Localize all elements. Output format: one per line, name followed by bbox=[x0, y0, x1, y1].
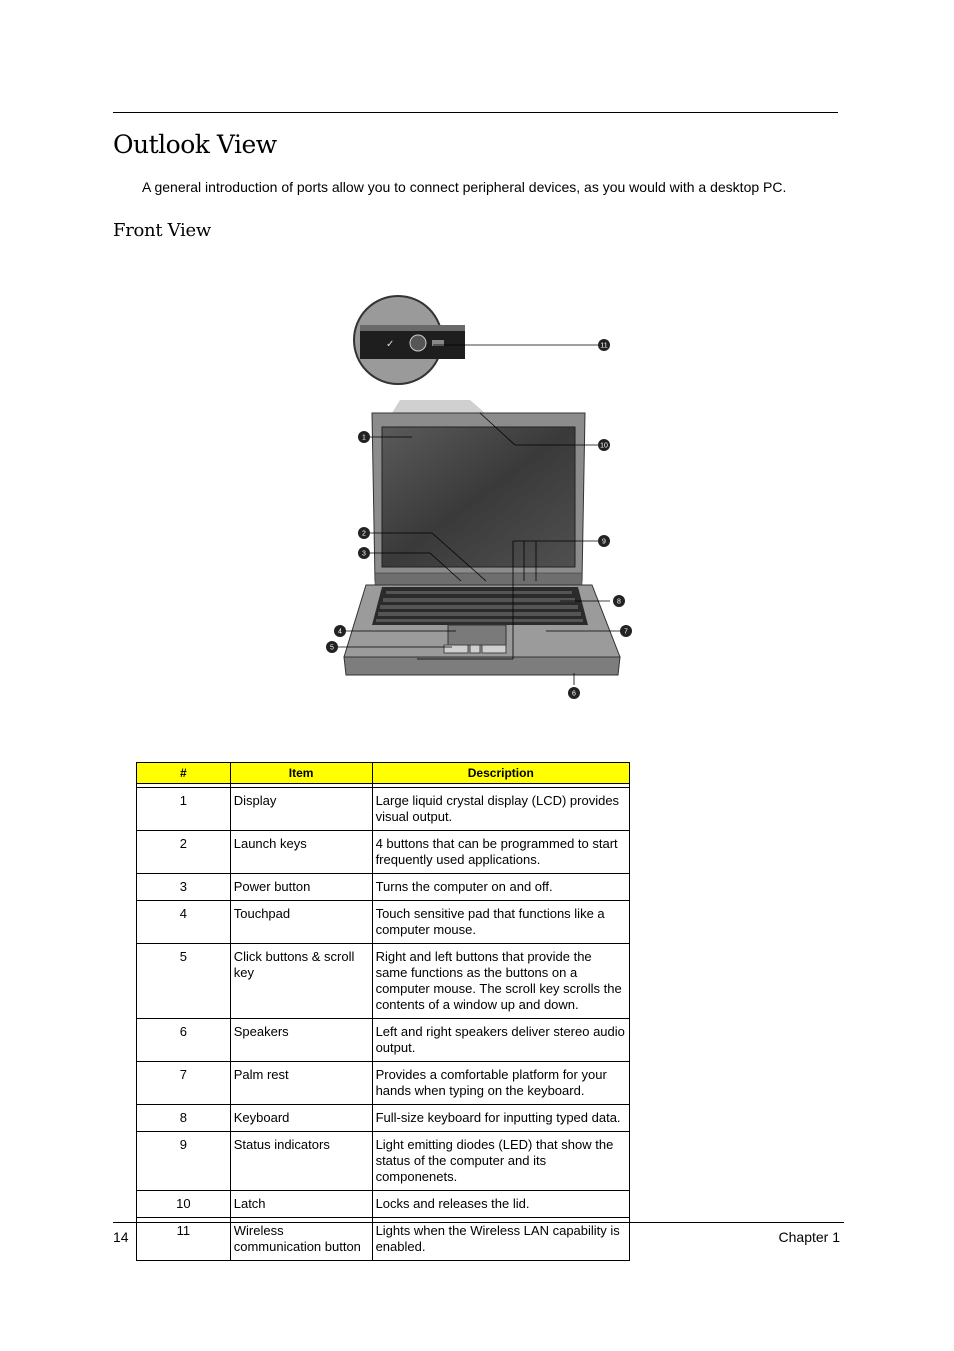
svg-text:9: 9 bbox=[602, 538, 606, 546]
top-rule bbox=[113, 112, 838, 113]
svg-text:1: 1 bbox=[362, 434, 366, 442]
table-header-row bbox=[137, 763, 630, 784]
row-item: Click buttons & scroll key bbox=[230, 944, 372, 1019]
svg-text:5: 5 bbox=[330, 644, 334, 652]
header-description: Description bbox=[372, 763, 629, 784]
row-description: Touch sensitive pad that functions like a computer mouse. bbox=[372, 901, 629, 944]
row-item: Power button bbox=[230, 874, 372, 901]
row-number: 6 bbox=[137, 1019, 231, 1062]
table-row bbox=[137, 1132, 630, 1191]
page-title: Outlook View bbox=[113, 130, 277, 159]
row-number: 11 bbox=[137, 1218, 231, 1261]
svg-text:3: 3 bbox=[362, 550, 366, 558]
intro-paragraph: A general introduction of ports allow you to connect peripheral devices, as you would with a desktop PC. bbox=[142, 179, 787, 195]
callout-9 bbox=[598, 535, 610, 547]
row-description: Lights when the Wireless LAN capability is enabled. bbox=[372, 1218, 629, 1261]
row-item: Latch bbox=[230, 1191, 372, 1218]
table-row bbox=[137, 788, 630, 831]
svg-text:8: 8 bbox=[617, 598, 621, 606]
svg-text:4: 4 bbox=[338, 628, 342, 636]
chapter-label: Chapter 1 bbox=[778, 1229, 840, 1245]
row-item: Launch keys bbox=[230, 831, 372, 874]
callout-10 bbox=[598, 439, 610, 451]
row-item: Touchpad bbox=[230, 901, 372, 944]
row-description: Right and left buttons that provide the same functions as the buttons on a computer mouse. The scroll key scrolls the contents of a window up and down. bbox=[372, 944, 629, 1019]
header-item: Item bbox=[230, 763, 372, 784]
row-number: 10 bbox=[137, 1191, 231, 1218]
table-row bbox=[137, 831, 630, 874]
svg-text:11: 11 bbox=[600, 342, 608, 350]
row-number: 3 bbox=[137, 874, 231, 901]
callout-3 bbox=[358, 547, 370, 559]
row-description: Full-size keyboard for inputting typed data. bbox=[372, 1105, 629, 1132]
bottom-rule bbox=[113, 1222, 844, 1223]
row-description: Turns the computer on and off. bbox=[372, 874, 629, 901]
row-description: Large liquid crystal display (LCD) provides visual output. bbox=[372, 788, 629, 831]
row-item: Speakers bbox=[230, 1019, 372, 1062]
header-num: # bbox=[137, 763, 231, 784]
table-row bbox=[137, 1191, 630, 1218]
front-view-table bbox=[136, 762, 630, 1261]
svg-text:2: 2 bbox=[362, 530, 366, 538]
table-row bbox=[137, 901, 630, 944]
row-number: 8 bbox=[137, 1105, 231, 1132]
laptop-front-view-figure bbox=[320, 285, 640, 705]
callout-5 bbox=[326, 641, 338, 653]
row-number: 9 bbox=[137, 1132, 231, 1191]
row-number: 4 bbox=[137, 901, 231, 944]
section-title: Front View bbox=[113, 220, 211, 241]
row-number: 1 bbox=[137, 788, 231, 831]
table-row bbox=[137, 1019, 630, 1062]
table-row bbox=[137, 1218, 630, 1261]
table-row bbox=[137, 1062, 630, 1105]
row-description: 4 buttons that can be programmed to start frequently used applications. bbox=[372, 831, 629, 874]
callout-1 bbox=[358, 431, 370, 443]
table-row bbox=[137, 874, 630, 901]
callout-6 bbox=[568, 687, 580, 699]
row-item: Status indicators bbox=[230, 1132, 372, 1191]
table-row bbox=[137, 944, 630, 1019]
row-item: Keyboard bbox=[230, 1105, 372, 1132]
svg-text:10: 10 bbox=[600, 442, 608, 450]
table-row bbox=[137, 1105, 630, 1132]
row-description: Locks and releases the lid. bbox=[372, 1191, 629, 1218]
callout-7 bbox=[620, 625, 632, 637]
callout-11 bbox=[598, 339, 610, 351]
row-number: 5 bbox=[137, 944, 231, 1019]
row-item: Display bbox=[230, 788, 372, 831]
callout-2 bbox=[358, 527, 370, 539]
page-number: 14 bbox=[113, 1229, 129, 1245]
row-number: 2 bbox=[137, 831, 231, 874]
row-number: 7 bbox=[137, 1062, 231, 1105]
row-item: Palm rest bbox=[230, 1062, 372, 1105]
svg-text:✓: ✓ bbox=[386, 339, 395, 350]
callout-4 bbox=[334, 625, 346, 637]
row-item: Wireless communication button bbox=[230, 1218, 372, 1261]
svg-text:6: 6 bbox=[572, 690, 576, 698]
row-description: Left and right speakers deliver stereo audio output. bbox=[372, 1019, 629, 1062]
row-description: Light emitting diodes (LED) that show the status of the computer and its componenets. bbox=[372, 1132, 629, 1191]
callout-8 bbox=[613, 595, 625, 607]
row-description: Provides a comfortable platform for your hands when typing on the keyboard. bbox=[372, 1062, 629, 1105]
svg-text:7: 7 bbox=[624, 628, 628, 636]
